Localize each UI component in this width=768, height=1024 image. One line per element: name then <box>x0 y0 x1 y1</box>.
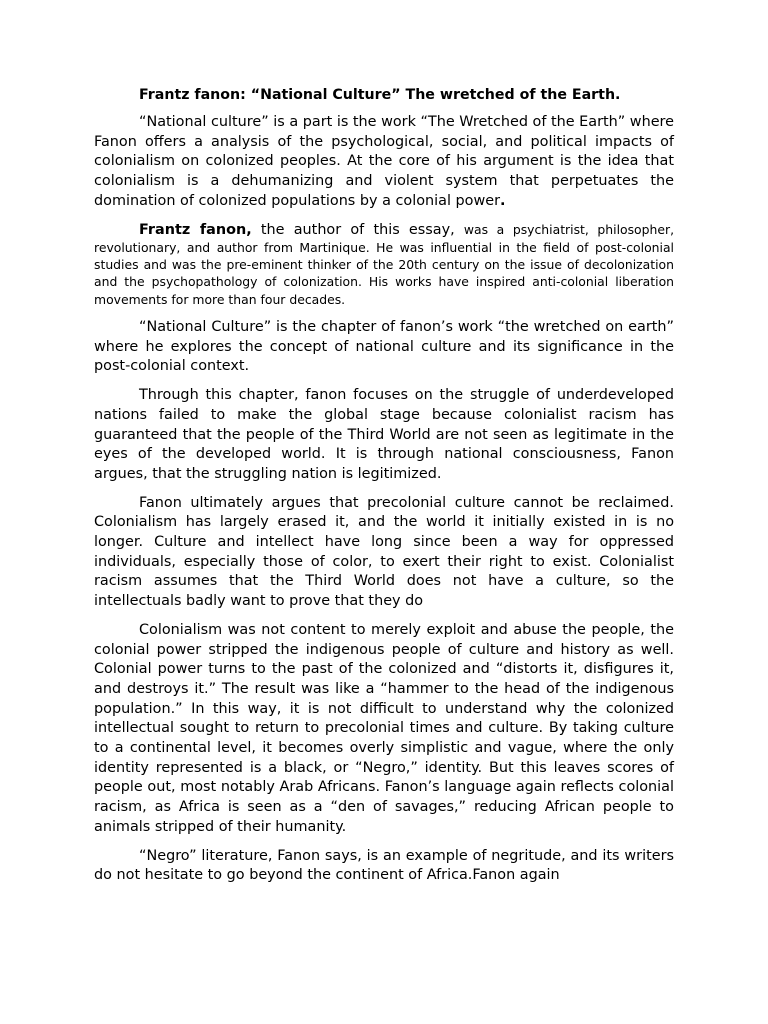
document-page <box>94 85 674 895</box>
paragraph-negro-literature: “Negro” literature, Fanon says, is an example of negritude, and its writers do not hesitate to go beyond the continent of Africa.Fanon again <box>94 847 674 884</box>
paragraph-precolonial: Fanon ultimately argues that precolonial culture cannot be reclaimed. Colonialism has largely erased it, and the world it initially existed in is no longer. Culture and intellect have long since been a way for oppressed individuals, especially those of color, to exert their right to exist. Colonialist racism assumes that the Third World does not have a culture, so the intellectuals badly want to prove that they do <box>94 494 674 610</box>
author-lead: the author of this essay, <box>251 221 464 238</box>
paragraph-author <box>94 221 674 308</box>
paragraph-struggle: Through this chapter, fanon focuses on the struggle of underdeveloped nations failed to make the global stage because colonialist racism has guaranteed that the people of the Third World are not seen as legitimate in the eyes of the developed world. It is through national consciousness, Fanon argues, that the struggling nation is legitimized. <box>94 387 674 482</box>
paragraph-intro-period: . <box>500 192 506 209</box>
paragraph-intro-text: “National culture” is a part is the work “The Wretched of the Earth” where Fanon offers a analysis of the psychological, social, and political impacts of colonialism on colonized peoples. At the core of his argument is the idea that colonialism is a dehumanizing and violent system that perpetuates the domination of colonized populations by a colonial power <box>94 114 675 209</box>
paragraph-colonialism: Colonialism was not content to merely exploit and abuse the people, the colonial power stripped the indigenous people of culture and history as well. Colonial power turns to the past of the colonized and “distorts it, disfigures it, and destroys it.” The result was like a “hammer to the head of the indigenous population.” In this way, it is not difficult to understand why the colonized intellectual sought to return to precolonial times and culture. By taking culture to a continental level, it becomes overly simplistic and vague, where the only identity represented is a black, or “Negro,” identity. But this leaves scores of people out, most notably Arab Africans. Fanon’s language again reflects colonial racism, as Africa is seen as a “den of savages,” reducing African people to animals stripped of their humanity. <box>94 621 674 835</box>
paragraph-chapter: “National Culture” is the chapter of fanon’s work “the wretched on earth” where he explores the concept of national culture and its significance in the post-colonial context. <box>94 319 674 375</box>
document-title: Frantz fanon: “National Culture” The wretched of the Earth. <box>139 87 621 103</box>
paragraph-intro <box>94 113 674 212</box>
author-bio: was a psychiatrist, philosopher, revolutionary, and author from Martinique. He was influential in the field of post-colonial studies and was the pre-eminent thinker of the 20th century on the issue of decolonization and the psychopathology of colonization. His works have inspired anti-colonial liberation movements for more than four decades. <box>94 221 675 307</box>
author-name: Frantz fanon, <box>139 221 252 238</box>
